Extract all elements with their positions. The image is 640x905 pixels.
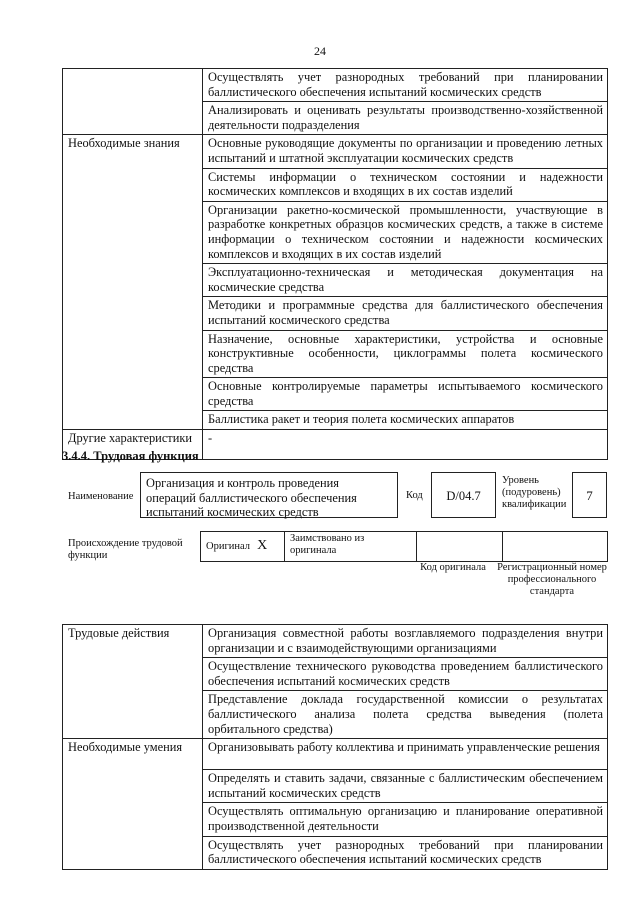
table-cell: Определять и ставить задачи, связанные с баллистическим обеспечением испытаний космических средств (203, 770, 608, 803)
table-cell: - (203, 430, 608, 460)
name-label: Наименование (68, 491, 134, 502)
row-label: Необходимые умения (63, 739, 203, 870)
name-value-box (140, 472, 398, 518)
bottom-table (62, 624, 608, 870)
origin-code-cell (417, 532, 503, 562)
section-title: 3.4.4. Трудовая функция (62, 449, 199, 463)
table-cell: Основные руководящие документы по организации и проведению летных испытаний и штатной эксплуатации космических средств (203, 135, 608, 168)
code-label: Код (406, 490, 423, 501)
table-cell: Назначение, основные характеристики, устройства и основные конструктивные особенности, циклограммы полета космического средства (203, 330, 608, 378)
table-cell: Осуществлять оптимальную организацию и планирование оперативной производственной деятельности (203, 803, 608, 836)
level-value: 7 (586, 488, 593, 503)
table-cell: Анализировать и оценивать результаты производственно-хозяйственной деятельности подразделения (203, 102, 608, 135)
table-row (63, 625, 608, 658)
table-cell: Системы информации о техническом состоянии и надежности космических комплексов и входящих в их состав изделий (203, 168, 608, 201)
origin-reg-cell (503, 532, 608, 562)
table-row (63, 739, 608, 770)
level-value-box (572, 472, 607, 518)
table-cell: Эксплуатационно-техническая и методическая документация на космические средства (203, 264, 608, 297)
row-label: Другие характеристики (63, 430, 203, 460)
code-value: D/04.7 (446, 489, 481, 503)
table-cell: Осуществлять учет разнородных требований при планировании баллистического обеспечения испытаний космических средств (203, 69, 608, 102)
original-label: Оригинал (206, 541, 250, 553)
table-cell: Организации ракетно-космической промышленности, участвующие в разработке конкретных образцов космических средств, а также в системе информации о техническом состоянии и надежности космических комплексов и входящих в их состав изделий (203, 201, 608, 263)
row-label: Трудовые действия (63, 625, 203, 739)
row-label: Необходимые знания (63, 135, 203, 430)
table-cell: Осуществление технического руководства проведением баллистического обеспечения испытаний космических средств (203, 658, 608, 691)
original-cell (201, 532, 285, 562)
borrowed-cell: Заимствовано из оригинала (285, 532, 417, 562)
table-cell: Осуществлять учет разнородных требований при планировании баллистического обеспечения испытаний космических средств (203, 836, 608, 869)
table-cell: Организация совместной работы возглавляемого подразделения внутри организации и с взаимодействующими организациями (203, 625, 608, 658)
name-value: Организация и контроль проведения операций баллистического обеспечения испытаний космических средств (146, 476, 357, 520)
level-label: Уровень (подуровень) квалификации (502, 475, 567, 510)
table-row (201, 532, 608, 562)
code-original-caption: Код оригинала (420, 562, 486, 573)
reg-number-caption: Регистрационный номер профессионального стандарта (497, 562, 607, 597)
table-cell: Методики и программные средства для баллистического обеспечения испытаний космического средства (203, 297, 608, 330)
table-cell: Представление доклада государственной комиссии о результатах баллистического анализа полета средства выведения (полета орбитального средства) (203, 691, 608, 739)
original-mark: X (257, 538, 268, 554)
code-value-box (431, 472, 496, 518)
origin-table (200, 531, 608, 562)
top-table (62, 68, 608, 460)
table-row (63, 69, 608, 102)
row-label (63, 69, 203, 135)
page-number: 24 (314, 44, 326, 58)
origin-label: Происхождение трудовой функции (68, 538, 183, 561)
table-cell: Организовывать работу коллектива и принимать управленческие решения (203, 739, 608, 770)
table-cell: Основные контролируемые параметры испытываемого космического средства (203, 378, 608, 411)
table-cell: Баллистика ракет и теория полета космических аппаратов (203, 411, 608, 430)
table-row (63, 135, 608, 168)
